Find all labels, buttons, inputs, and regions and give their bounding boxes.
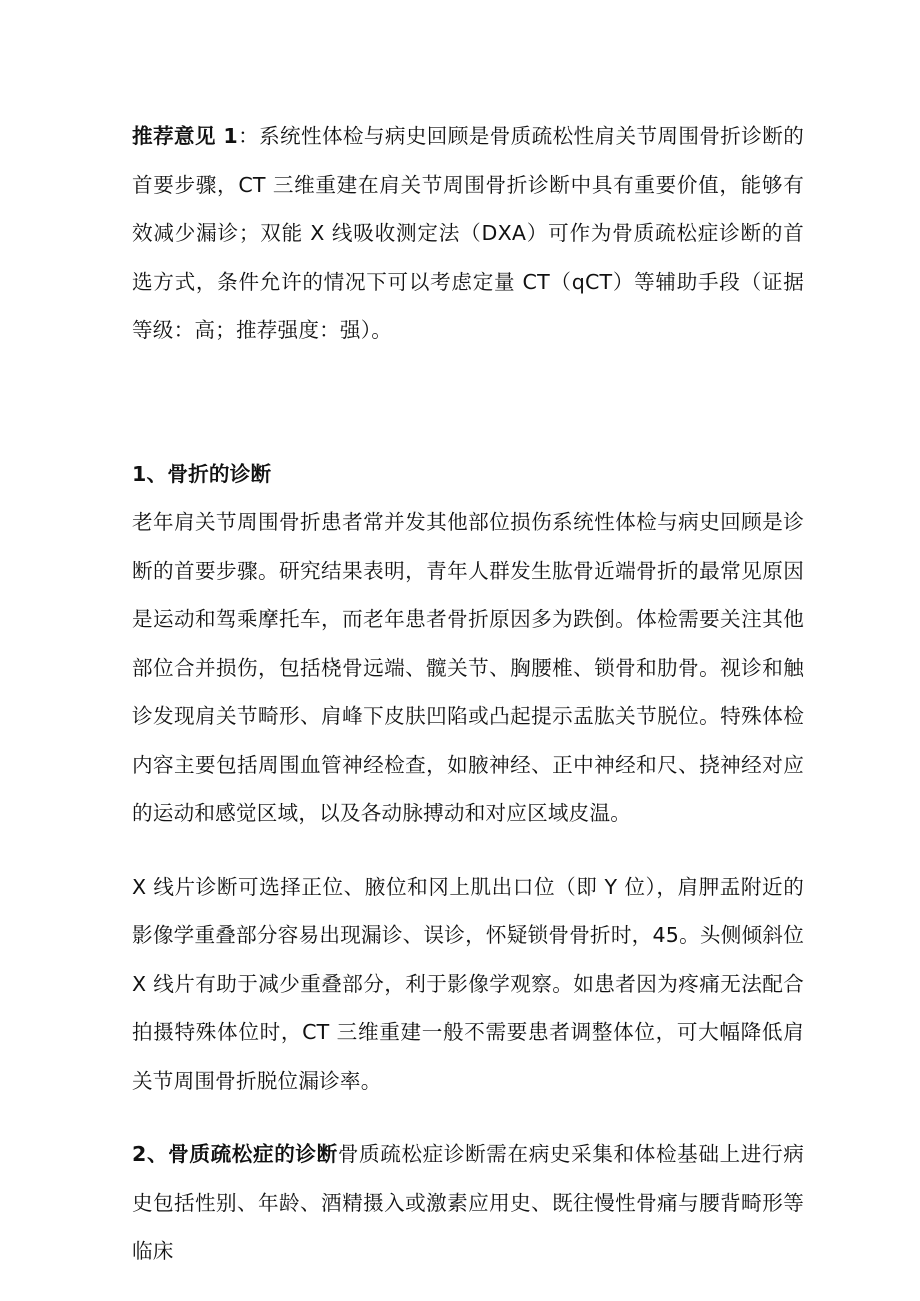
section-1-heading: 1、骨折的诊断 (132, 461, 272, 486)
section-2-paragraph (132, 1130, 804, 1276)
section-2-text: 骨质疏松症诊断需在病史采集和体检基础上进行病史包括性别、年龄、酒精摄入或激素应用史、既往慢性骨痛与腰背畸形等临床 (132, 1142, 804, 1263)
recommendation-label: 推荐意见 1 (132, 124, 238, 148)
section-1-paragraph: X 线片诊断可选择正位、腋位和冈上肌出口位（即 Y 位），肩胛盂附近的影像学重叠部分容易出现漏诊、误诊，怀疑锁骨骨折时，45。头侧倾斜位 X 线片有助于减少重叠部分，利于影像学观察。如患者因为疼痛无法配合拍摄特殊体位时，CT 三维重建一般不需要患者调整体位，可大幅降低肩关节周围骨折脱位漏诊率。 (132, 874, 804, 1093)
recommendation-paragraph (132, 112, 804, 355)
recommendation-text: ：系统性体检与病史回顾是骨质疏松性肩关节周围骨折诊断的首要步骤，CT 三维重建在肩关节周围骨折诊断中具有重要价值，能够有效减少漏诊；双能 X 线吸收测定法（DXA）可作为骨质疏松症诊断的首选方式，条件允许的情况下可以考虑定量 CT（qCT）等辅助手段（证据等级：高；推荐强度：强）。 (132, 124, 804, 342)
document-page (132, 112, 804, 1276)
section-1-paragraph: 老年肩关节周围骨折患者常并发其他部位损伤系统性体检与病史回顾是诊断的首要步骤。研究结果表明，青年人群发生肱骨近端骨折的最常见原因是运动和驾乘摩托车，而老年患者骨折原因多为跌倒。体检需要关注其他部位合并损伤，包括桡骨远端、髋关节、胸腰椎、锁骨和肋骨。视诊和触诊发现肩关节畸形、肩峰下皮肤凹陷或凸起提示盂肱关节脱位。特殊体检内容主要包括周围血管神经检查，如腋神经、正中神经和尺、挠神经对应的运动和感觉区域，以及各动脉搏动和对应区域皮温。 (132, 510, 804, 825)
section-2-heading: 2、骨质疏松症的诊断 (132, 1142, 338, 1166)
